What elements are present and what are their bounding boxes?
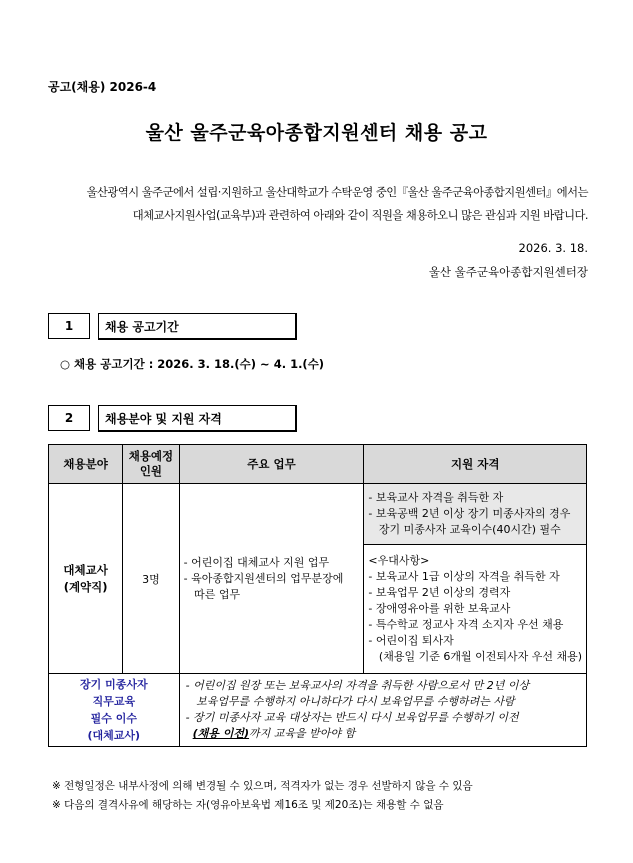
footnote: ※ 전형일정은 내부사정에 의해 변경될 수 있으며, 적격자가 없는 경우 선발하지 않을 수 있음 <box>52 780 473 792</box>
section-2-header <box>48 405 297 431</box>
issuer: 울산 울주군육아종합지원센터장 <box>428 265 588 279</box>
recruitment-table <box>48 444 587 747</box>
header-headcount: 채용예정 인원 <box>123 445 179 484</box>
edu-label-cell <box>49 674 180 747</box>
duties-cell <box>179 484 364 674</box>
table-header-row <box>49 445 587 484</box>
field-cell: 대체교사 (계약직) <box>49 484 123 674</box>
edu-underlined: (채용 이전) <box>192 727 250 740</box>
section-1-header <box>48 313 297 339</box>
preferred-item: - 보육교사 1급 이상의 자격을 취득한 자 <box>368 570 560 583</box>
requirements-cell <box>364 484 587 674</box>
table-row <box>49 484 587 674</box>
intro-line: 대체교사지원사업(교육부)과 관련하여 아래와 같이 직원을 채용하오니 많은 관심과 지원 바랍니다. <box>132 209 588 222</box>
section-number: 1 <box>48 313 90 339</box>
intro-paragraph <box>52 181 588 227</box>
application-period: ○ 채용 공고기간 : 2026. 3. 18.(수) ~ 4. 1.(수) <box>60 357 325 371</box>
edu-label-line: 직무교육 <box>92 695 136 708</box>
requirement-item: 장기 미종사자 교육이수(40시간) 필수 <box>368 523 561 536</box>
edu-line: - 장기 미종사자 교육 대상자는 반드시 다시 보육업무를 수행하기 이전 <box>185 711 519 724</box>
notice-number: 공고(채용) 2026-4 <box>48 80 157 94</box>
requirement-item: - 보육교사 자격을 취득한 자 <box>368 491 504 504</box>
section-number: 2 <box>48 405 90 431</box>
headcount-cell: 3명 <box>123 484 179 674</box>
section-label: 채용분야 및 지원 자격 <box>98 405 297 432</box>
edu-rest: 까지 교육을 받아야 함 <box>249 727 356 740</box>
basic-requirements <box>364 484 586 545</box>
duty-item: - 육아종합지원센터의 업무분장에 <box>183 571 344 585</box>
duty-item: - 어린이집 대체교사 지원 업무 <box>183 555 330 569</box>
preferred-qualifications <box>364 545 586 673</box>
section-label: 채용 공고기간 <box>98 313 297 340</box>
edu-line: - 어린이집 원장 또는 보육교사의 자격을 취득한 사람으로서 만 2년 이상 <box>185 679 530 692</box>
duty-item: 따른 업무 <box>183 587 241 601</box>
intro-line: 울산광역시 울주군에서 설립·지원하고 울산대학교가 수탁운영 중인『울산 울주군육아종합지원센터』에서는 <box>86 186 588 199</box>
preferred-item: - 어린이집 퇴사자 <box>368 634 454 647</box>
footnote: ※ 다음의 결격사유에 해당하는 자(영유아보육법 제16조 및 제20조)는 채용할 수 없음 <box>52 799 444 811</box>
edu-label-line: 필수 이수 <box>90 712 137 725</box>
notice-date: 2026. 3. 18. <box>518 241 588 255</box>
page-title: 울산 울주군육아종합지원센터 채용 공고 <box>145 122 488 144</box>
edu-line-last <box>186 726 580 742</box>
edu-label-line: 장기 미종사자 <box>80 678 148 691</box>
preferred-item: - 장애영유아를 위한 보육교사 <box>368 602 511 615</box>
header-field: 채용분야 <box>49 445 123 484</box>
header-requirements: 지원 자격 <box>364 445 587 484</box>
footnotes <box>52 777 473 815</box>
preferred-item: - 보육업무 2년 이상의 경력자 <box>368 586 511 599</box>
edu-label-line: (대체교사) <box>87 729 141 742</box>
requirement-item: - 보육공백 2년 이상 장기 미종사자의 경우 <box>368 507 571 520</box>
edu-text-cell <box>179 674 586 747</box>
preferred-item: (채용일 기준 6개월 이전퇴사자 우선 채용) <box>368 650 582 663</box>
table-row <box>49 674 587 747</box>
preferred-title: <우대사항> <box>368 554 430 567</box>
preferred-item: - 특수학교 정교사 자격 소지자 우선 채용 <box>368 618 564 631</box>
header-duties: 주요 업무 <box>179 445 364 484</box>
edu-line: 보육업무를 수행하지 아니하다가 다시 보육업무를 수행하려는 사람 <box>185 695 515 708</box>
